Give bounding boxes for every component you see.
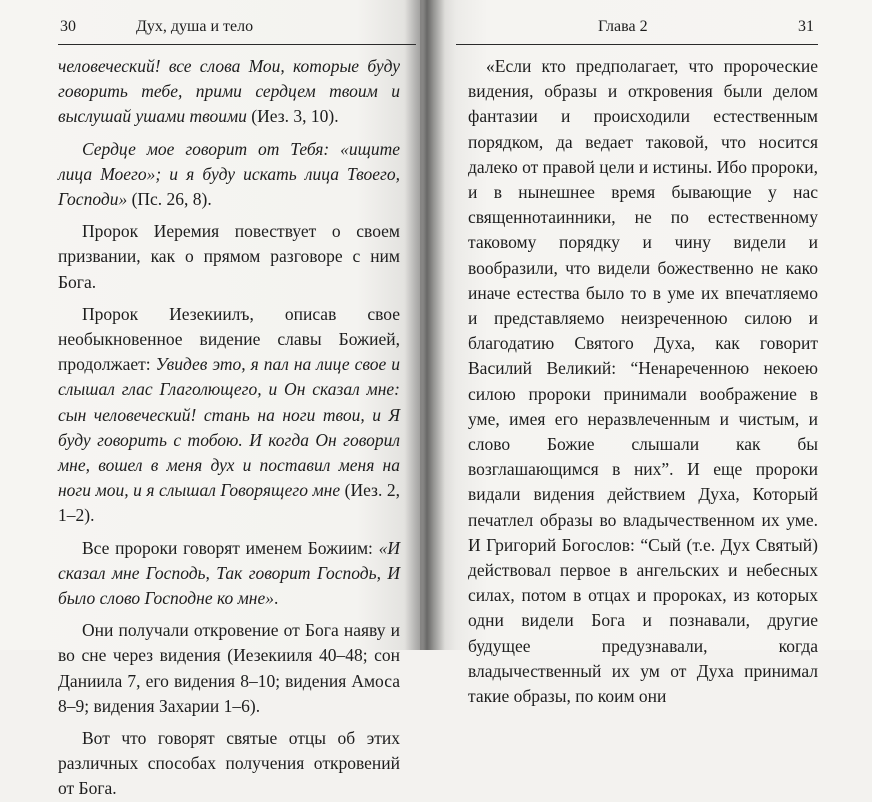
header-rule [456,44,818,45]
italic-text: Увидев это, я пал на лице свое и слышал глас Глаголющего, и Он сказал мне: сын человеческий! стань на ноги твои, и Я буду говорить с тобою. И когда Он говорил мне, вошел в меня дух и поставил меня на ноги мои, и я слышал Говорящего мне [58,354,400,501]
page-number: 31 [798,18,814,35]
paragraph [58,726,400,802]
paragraph [58,536,400,612]
text-run: (Пс. 26, 8). [127,189,212,210]
text-run: (Иез. 3, 10). [246,106,339,127]
italic-text: человеческий! все слова Мои, которые буду говорить тебе, прими сердцем твоим и выслушай ушами твоими [58,56,400,127]
italic-text: «И сказал мне Господь, Так говорит Господь, И было слово Господне ко мне» [58,537,400,609]
header-rule [58,44,416,45]
paragraph [468,54,818,709]
paragraph [58,302,400,529]
text-run: Пророк Иезекиилъ, описав свое необыкновенное видение славы Божией, продолжает: [58,303,400,375]
paragraph [58,54,400,130]
text-run: Вот что говорят святые отцы об этих различных способах получения откровений от Бога. [58,728,400,799]
right-page-text [468,54,818,709]
text-run: Все пророки говорят именем Божиим: [82,537,379,558]
paragraph [58,618,400,719]
running-title: Дух, душа и тело [136,18,254,35]
text-run: Они получали откровение от Бога наяву и во сне через видения (Иезекииля 40–48; сон Даниила 7, его видения 8–10; видения Амоса 8–9; видения Захарии 1–6). [58,620,400,716]
paragraph [58,137,400,213]
page-number: 30 [60,18,76,35]
text-run: . [274,588,279,609]
book-gutter-shadow [405,0,445,650]
text-run: Пророк Иеремия повествует о своем призвании, как о прямом разговоре с ним Бога. [58,221,400,292]
paragraph [58,219,400,295]
left-page-text [58,54,400,802]
running-title: Глава 2 [598,18,648,35]
text-run: «Если кто предполагает, что пророческие видения, образы и откровения были делом фантазии и происходили естественным порядком, да ведает таковой, что носится далеко от правой цели и истины. Ибо пророки, и в нынешнее время бывающие у нас священнотаинники, не по естественному таковому порядку и чину видели и вообразили, что видели божественно не како иначе естества было то в уме их впечатляемо и представляемо неизреченною силою и благодатию Святого Духа, как говорит Василий Великий: “Ненареченною некоею силою пророки принимали воображение в уме, имея его неразвлеченным и чистым, и слово Божие слышали как бы возглашающимся в них”. И еще пророки видали видения действием Духа, Который печатлел образы во владычественном их уме. И Григорий Богослов: “Сый (т.е. Дух Святый) действовал первое в ангельских и небесных силах, потом в отцах и пророках, из которых одни видели Бога и познавали, другие будущее предузнавали, когда владычественный их ум от Духа принимал такие образы, по коим они [468,56,818,707]
italic-text: Сердце мое говорит от Тебя: «ищите лица Моего»; и я буду искать лица Твоего, Господи» [58,138,400,210]
right-page [420,0,872,707]
left-page [0,0,420,799]
text-run: (Иез. 2, 1–2). [58,480,400,526]
